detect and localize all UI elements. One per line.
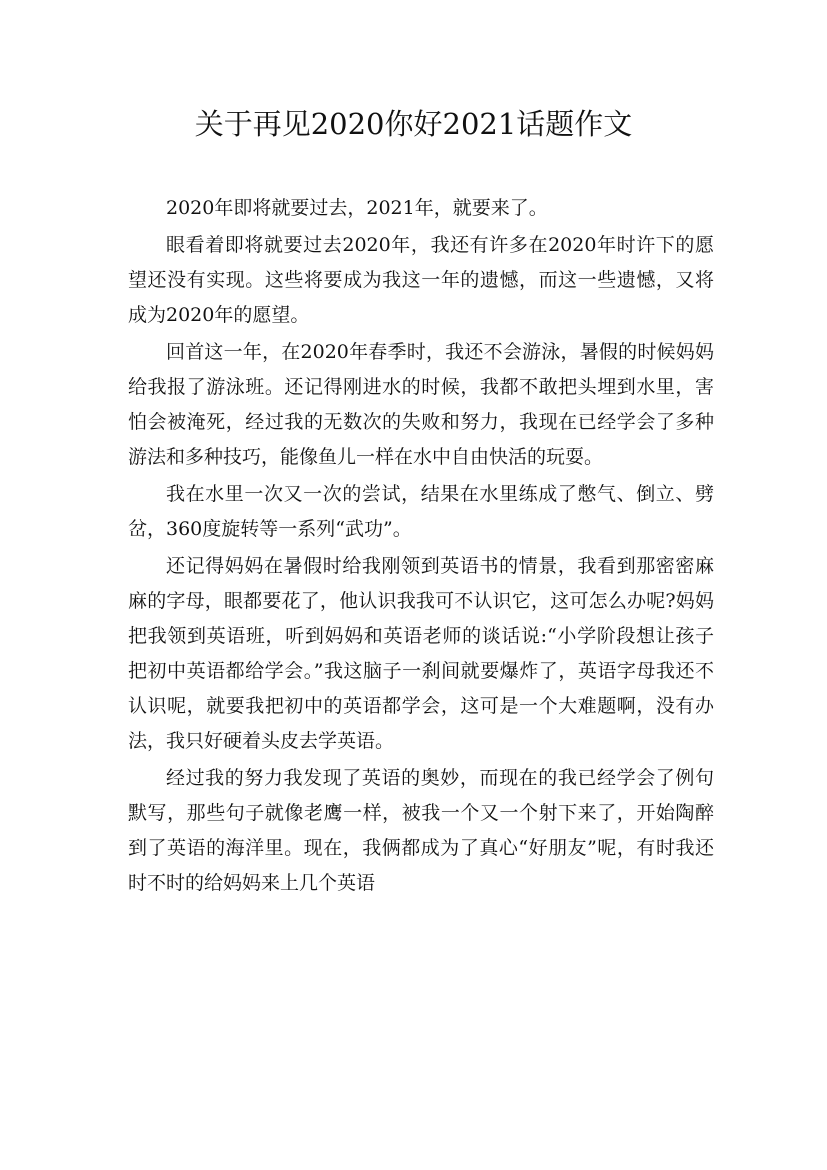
document-title: 关于再见2020你好2021话题作文 xyxy=(194,107,633,141)
paragraph-6: 经过我的努力我发现了英语的奥妙，而现在的我已经学会了例句默写，那些句子就像老鹰一样，被我一个又一个射下来了，开始陶醉到了英语的海洋里。现在，我俩都成为了真心“好朋友”呢，有时我还时不时的给妈妈来上几个英语 xyxy=(128,767,714,894)
document-body xyxy=(128,191,714,901)
paragraph-3: 回首这一年，在2020年春季时，我还不会游泳，暑假的时候妈妈给我报了游泳班。还记得刚进水的时候，我都不敢把头埋到水里，害怕会被淹死，经过我的无数次的失败和努力，我现在已经学会了多种游法和多种技巧，能像鱼儿一样在水中自由快活的玩耍。 xyxy=(128,341,714,468)
paragraph-4: 我在水里一次又一次的尝试，结果在水里练成了憋气、倒立、劈岔，360度旋转等一系列“武功”。 xyxy=(128,483,714,540)
paragraph-1: 2020年即将就要过去，2021年，就要来了。 xyxy=(166,197,548,219)
paragraph-5: 还记得妈妈在暑假时给我刚领到英语书的情景，我看到那密密麻麻的字母，眼都要花了，他认识我我可不认识它，这可怎么办呢?妈妈把我领到英语班，听到妈妈和英语老师的谈话说:“小学阶段想让孩子把初中英语都给学会。”我这脑子一刹间就要爆炸了，英语字母我还不认识呢，就要我把初中的英语都学会，这可是一个大难题啊，没有办法，我只好硬着头皮去学英语。 xyxy=(128,555,714,752)
paragraph-2: 眼看着即将就要过去2020年，我还有许多在2020年时许下的愿望还没有实现。这些将要成为我这一年的遗憾，而这一些遗憾，又将成为2020年的愿望。 xyxy=(128,234,714,326)
